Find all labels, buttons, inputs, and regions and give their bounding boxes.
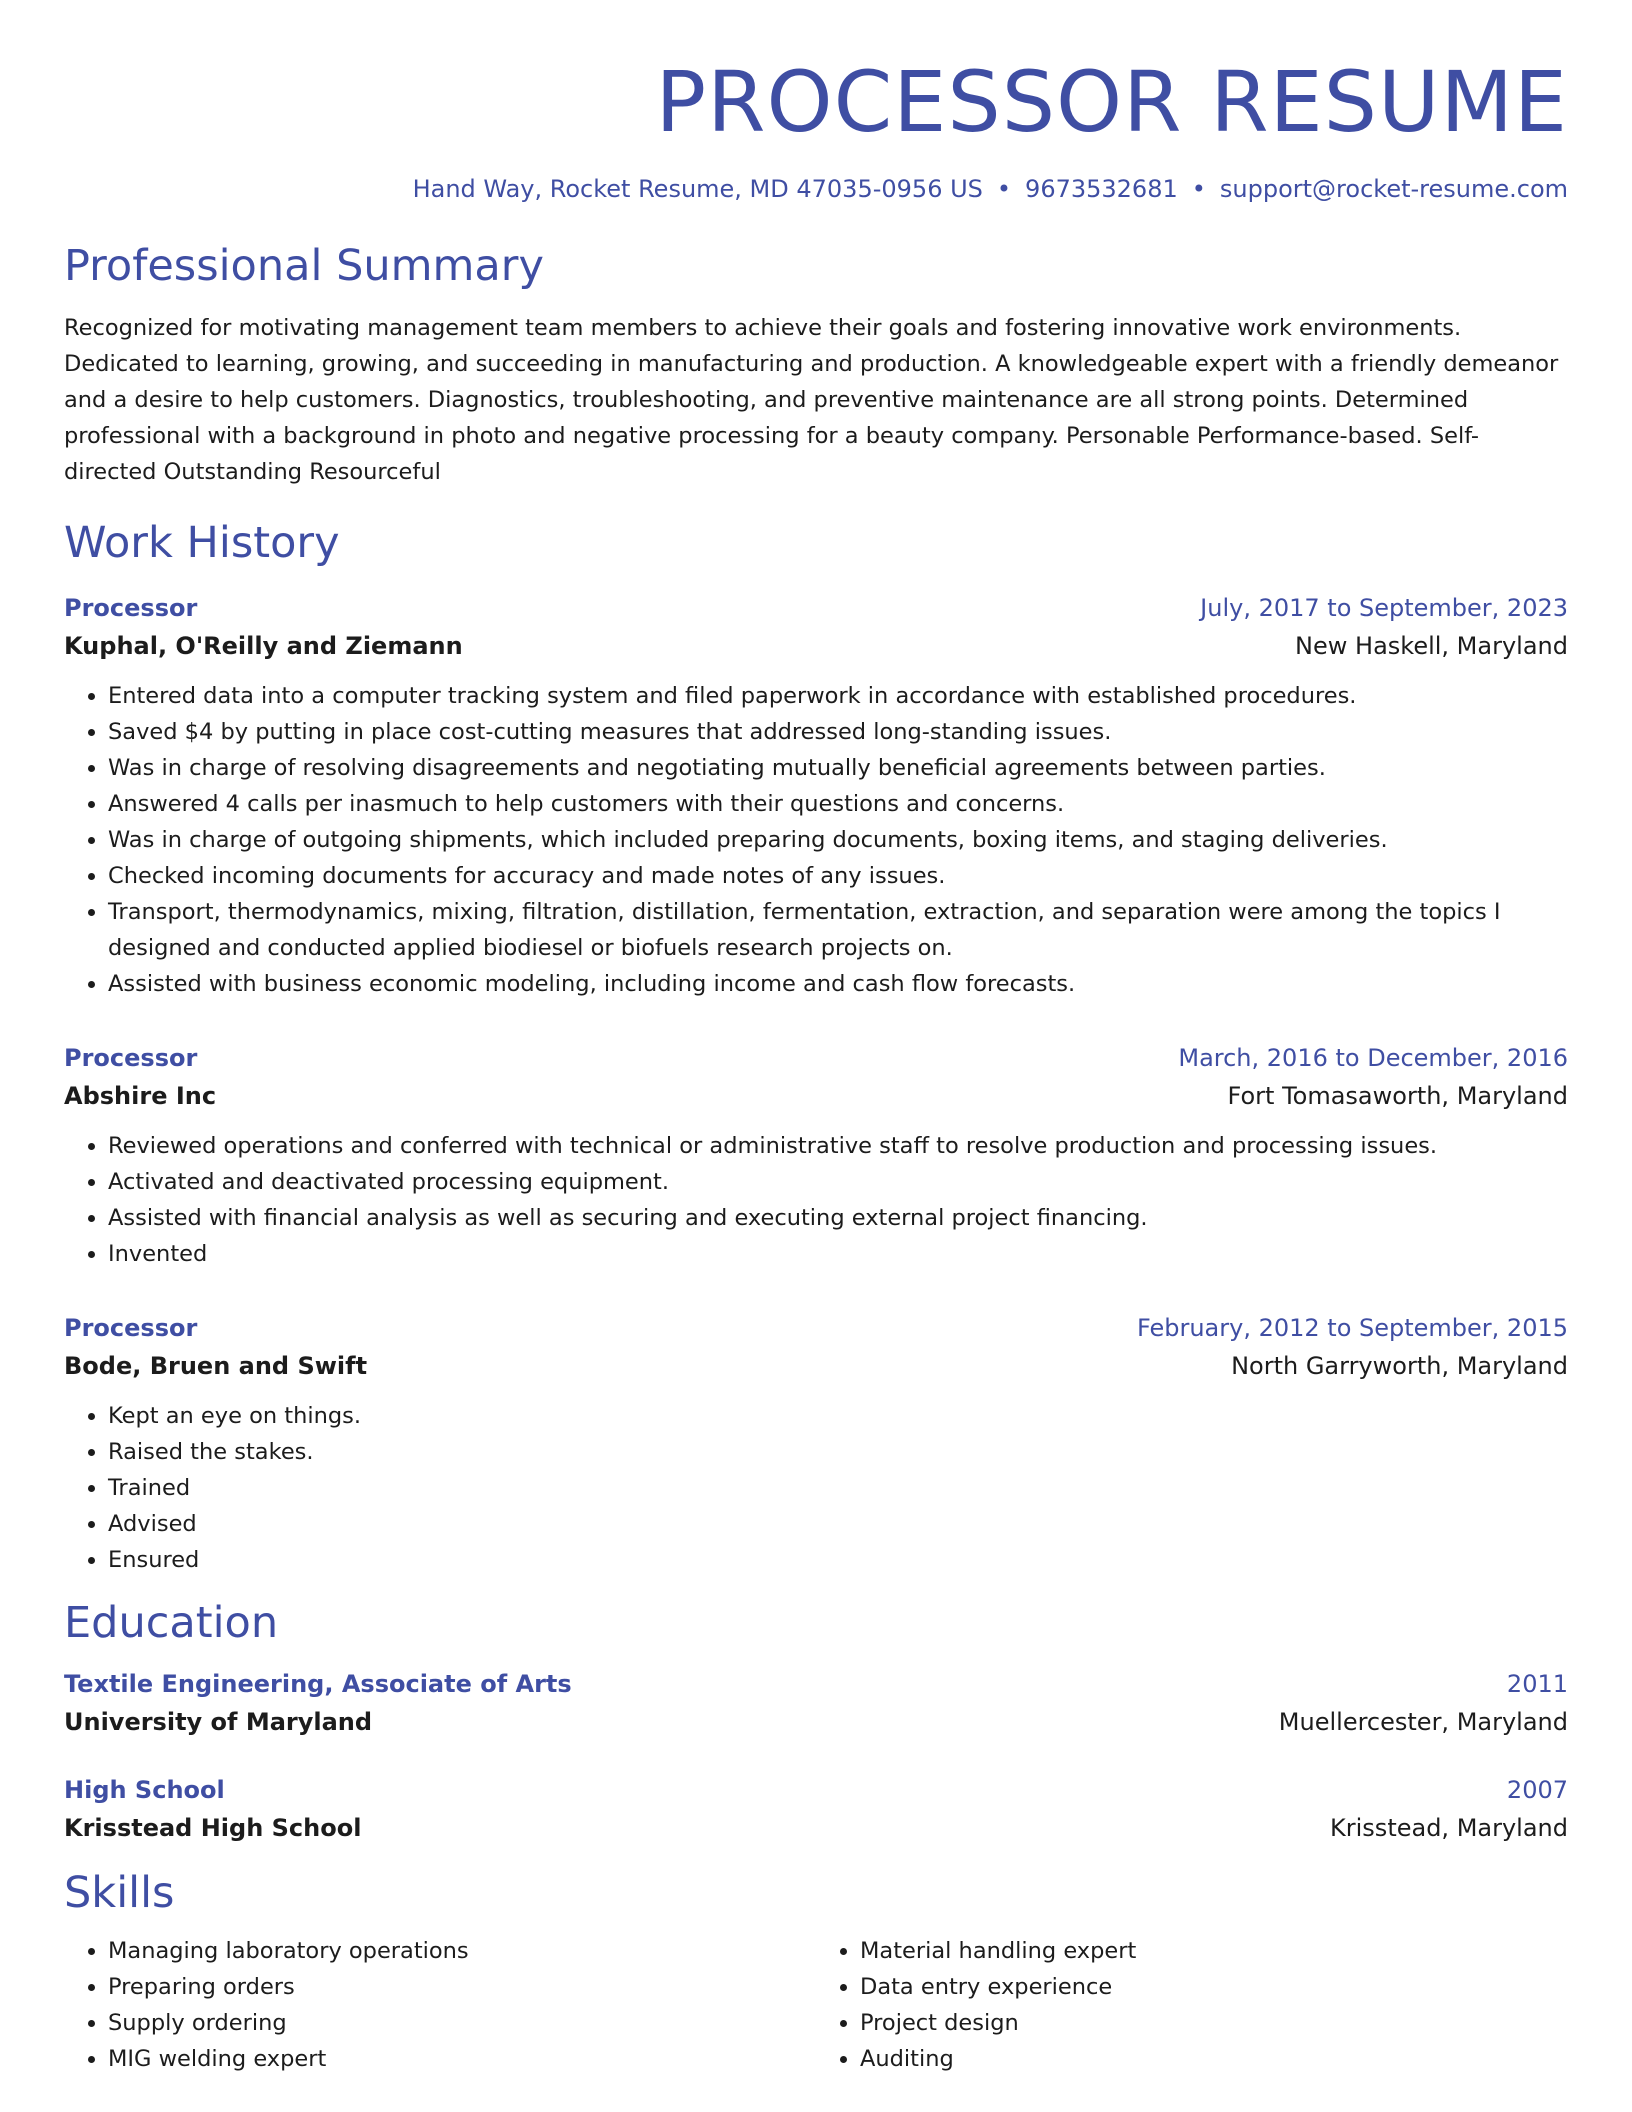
list-item: • Checked incoming documents for accuracy and made notes of any issues. xyxy=(108,858,1568,894)
skill-item: • Project design xyxy=(860,2005,1568,2041)
skill-item: • Material handling expert xyxy=(860,1933,1568,1969)
education-entry xyxy=(64,1666,1568,1742)
job-location: North Garryworth, Maryland xyxy=(1231,1351,1568,1380)
contact-phone: 9673532681 xyxy=(1025,174,1178,203)
education-entry xyxy=(64,1772,1568,1848)
list-item: • Trained xyxy=(108,1470,1568,1506)
list-item: • Saved $4 by putting in place cost-cutting measures that addressed long-standing issues. xyxy=(108,714,1568,750)
skill-item: • Supply ordering xyxy=(108,2005,816,2041)
job-dates: July, 2017 to September, 2023 xyxy=(1200,593,1568,622)
education-heading: Education xyxy=(64,1597,279,1648)
skill-item: • Auditing xyxy=(860,2041,1568,2077)
job-dates: March, 2016 to December, 2016 xyxy=(1178,1043,1568,1072)
skill-item: • Data entry experience xyxy=(860,1969,1568,2005)
list-item: • Assisted with financial analysis as well as securing and executing external project financing. xyxy=(108,1200,1568,1236)
list-item: • Was in charge of outgoing shipments, which included preparing documents, boxing items, and staging deliveries. xyxy=(108,822,1568,858)
contact-line xyxy=(64,175,1568,203)
education-degree: Textile Engineering, Associate of Arts xyxy=(64,1669,572,1698)
job-entry xyxy=(64,1310,1568,1578)
education-location: Muellercester, Maryland xyxy=(1278,1707,1568,1736)
education-degree: High School xyxy=(64,1775,225,1804)
list-item: • Was in charge of resolving disagreements and negotiating mutually beneficial agreements between parties. xyxy=(108,750,1568,786)
list-item: • Ensured xyxy=(108,1542,1568,1578)
education-year: 2011 xyxy=(1506,1669,1568,1698)
contact-separator: • xyxy=(1191,174,1206,203)
job-company: Abshire Inc xyxy=(64,1081,217,1110)
list-item: • Transport, thermodynamics, mixing, filtration, distillation, fermentation, extraction, and separation were among the topics I designed and conducted applied biodiesel or biofuels research projects on. xyxy=(108,894,1568,966)
skills-list-right xyxy=(816,1933,1568,2077)
list-item: • Assisted with business economic modeling, including income and cash flow forecasts. xyxy=(108,966,1568,1002)
list-item: • Entered data into a computer tracking system and filed paperwork in accordance with established procedures. xyxy=(108,678,1568,714)
summary-section xyxy=(64,241,1568,491)
summary-text: Recognized for motivating management team members to achieve their goals and fostering innovative work environments. Dedicated to learning, growing, and succeeding in manufacturing and production. A knowledgeable expert with a friendly demeanor and a desire to help customers. Diagnostics, troubleshooting, and preventive maintenance are all strong points. Determined professional with a background in photo and negative processing for a beauty company. Personable Performance-based. Self-directed Outstanding Resourceful xyxy=(64,315,1559,486)
contact-separator: • xyxy=(996,174,1012,203)
education-location: Krisstead, Maryland xyxy=(1330,1813,1568,1842)
job-bullets xyxy=(64,678,1568,1002)
job-location: Fort Tomasaworth, Maryland xyxy=(1227,1081,1568,1110)
job-role: Processor xyxy=(64,593,198,622)
job-company: Bode, Bruen and Swift xyxy=(64,1351,368,1380)
list-item: • Raised the stakes. xyxy=(108,1434,1568,1470)
job-entry xyxy=(64,590,1568,1002)
list-item: • Invented xyxy=(108,1236,1568,1272)
contact-email[interactable]: support@rocket-resume.com xyxy=(1219,174,1568,203)
work-history-section xyxy=(64,518,1568,1578)
contact-address: Hand Way, Rocket Resume, MD 47035-0956 US xyxy=(412,174,983,203)
list-item: • Activated and deactivated processing equipment. xyxy=(108,1164,1568,1200)
skill-item: • Managing laboratory operations xyxy=(108,1933,816,1969)
job-entry xyxy=(64,1040,1568,1272)
education-school: Krisstead High School xyxy=(64,1813,362,1842)
skills-grid xyxy=(64,1933,1568,2077)
job-bullets xyxy=(64,1128,1568,1272)
skills-heading: Skills xyxy=(64,1867,175,1918)
job-bullets xyxy=(64,1398,1568,1578)
skill-item: • MIG welding expert xyxy=(108,2041,816,2077)
resume-title: PROCESSOR RESUME xyxy=(655,53,1568,151)
education-school: University of Maryland xyxy=(64,1707,373,1736)
summary-heading: Professional Summary xyxy=(64,240,544,291)
list-item: • Kept an eye on things. xyxy=(108,1398,1568,1434)
skills-list-left xyxy=(64,1933,816,2077)
list-item: • Answered 4 calls per inasmuch to help customers with their questions and concerns. xyxy=(108,786,1568,822)
job-role: Processor xyxy=(64,1313,198,1342)
job-dates: February, 2012 to September, 2015 xyxy=(1136,1313,1568,1342)
job-company: Kuphal, O'Reilly and Ziemann xyxy=(64,631,463,660)
job-role: Processor xyxy=(64,1043,198,1072)
skills-section xyxy=(64,1868,1568,2078)
job-location: New Haskell, Maryland xyxy=(1295,631,1568,660)
list-item: • Advised xyxy=(108,1506,1568,1542)
work-history-heading: Work History xyxy=(64,518,340,569)
education-section xyxy=(64,1598,1568,1848)
skill-item: • Preparing orders xyxy=(108,1969,816,2005)
education-year: 2007 xyxy=(1506,1775,1568,1804)
list-item: • Reviewed operations and conferred with technical or administrative staff to resolve production and processing issues. xyxy=(108,1128,1568,1164)
